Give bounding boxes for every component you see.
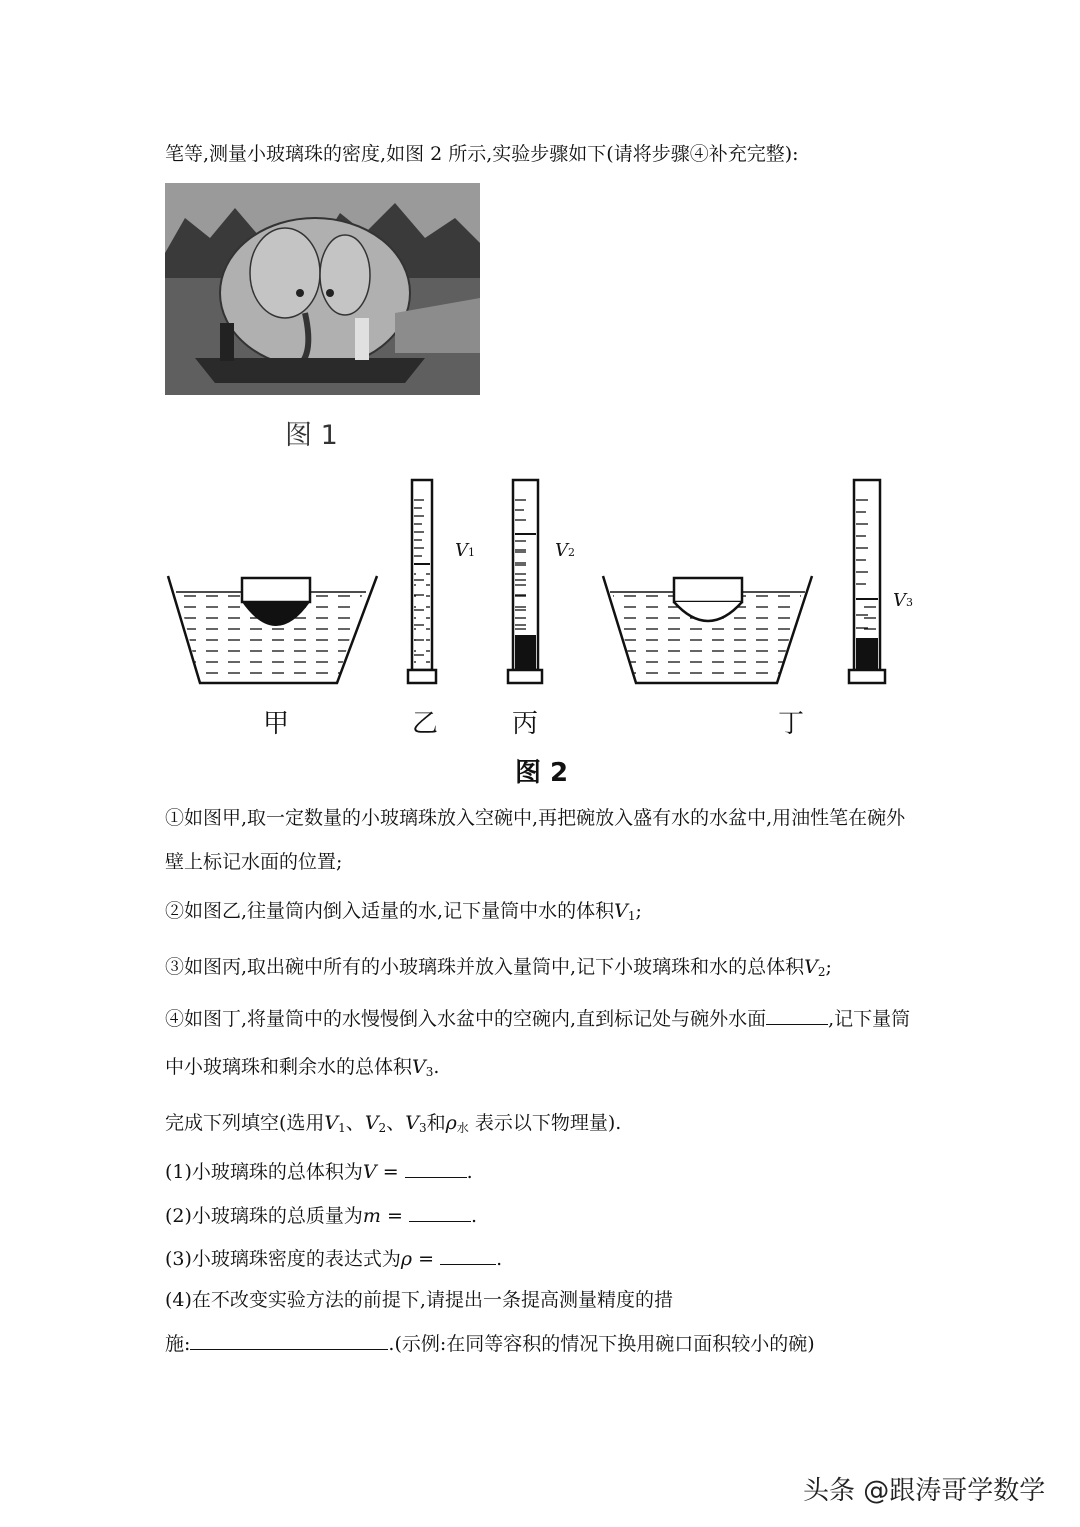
basin-jia <box>168 576 377 683</box>
cylinder-ding-graphic <box>840 470 900 700</box>
label-ding: 丁 <box>778 709 805 739</box>
v2-label: V2 <box>555 540 575 561</box>
question2: (2)小玻璃珠的总质量为m = . <box>165 1205 478 1227</box>
question3: (3)小玻璃珠密度的表达式为ρ = . <box>165 1248 503 1270</box>
questions-intro: 完成下列填空(选用$V_1$、$V_2$、$V_3$和$\rho_水$ 表示以下物理量). <box>165 1112 622 1135</box>
label-yi: 乙 <box>412 709 439 739</box>
step1-line1: ①如图甲,取一定数量的小玻璃珠放入空碗中,再把碗放入盛有水的水盆中,用油性笔在碗外 <box>165 807 906 829</box>
q2-blank[interactable] <box>409 1203 471 1222</box>
elephant-boat-illustration <box>165 183 480 395</box>
v1-label: V1 <box>455 540 475 561</box>
step4-line1: ④如图丁,将量筒中的水慢慢倒入水盆中的空碗内,直到标记处与碗外水面 ,记下量筒 <box>165 1008 911 1030</box>
figure1-photo <box>165 183 480 395</box>
figure2-diagram <box>160 470 860 700</box>
step2: ②如图乙,往量筒内倒入适量的水,记下量筒中水的体积$V_1$; <box>165 900 642 923</box>
q1-blank[interactable] <box>405 1159 467 1178</box>
step1-line2: 壁上标记水面的位置; <box>165 851 343 873</box>
basin-ding <box>603 576 812 683</box>
intro-text: 笔等,测量小玻璃珠的密度,如图 2 所示,实验步骤如下(请将步骤④补充完整): <box>165 143 799 165</box>
label-bing: 丙 <box>512 709 539 739</box>
figure1-caption: 图 1 <box>285 420 338 451</box>
question4-line1: (4)在不改变实验方法的前提下,请提出一条提高测量精度的措 <box>165 1289 673 1311</box>
question4-line2: 施: .(示例:在同等容积的情况下换用碗口面积较小的碗) <box>165 1333 815 1355</box>
cylinder-yi <box>408 480 436 683</box>
q3-blank[interactable] <box>440 1246 496 1265</box>
watermark: 头条 @跟涛哥学数学 <box>803 1476 1046 1506</box>
question1: (1)小玻璃珠的总体积为V = . <box>165 1161 473 1183</box>
figure2-caption: 图 2 <box>515 758 569 788</box>
step4-blank[interactable] <box>766 1006 828 1025</box>
step3: ③如图丙,取出碗中所有的小玻璃珠并放入量筒中,记下小玻璃珠和水的总体积$V_2$; <box>165 956 832 979</box>
q4-blank[interactable] <box>190 1331 388 1350</box>
v3-label: V3 <box>893 590 913 611</box>
label-jia: 甲 <box>263 709 290 739</box>
step4-line2: 中小玻璃珠和剩余水的总体积$V_3$. <box>165 1056 440 1079</box>
cylinder-bing <box>508 480 542 683</box>
